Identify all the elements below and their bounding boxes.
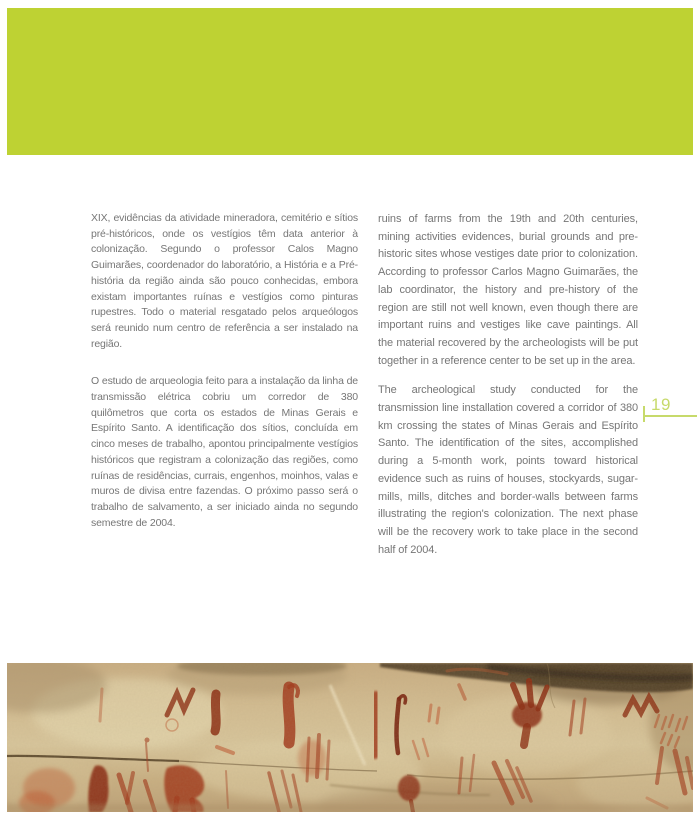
paragraph-pt-1: XIX, evidências da atividade mineradora, cemitério e sítios pré-históricos, onde os vestígios têm data anterior à colonização. Segundo o professor Calos Magno Guimarães, coordenador do laboratório, a História e a Pré-história da região ainda são pouco conhecidas, embora existam importantes ruínas e vestígios como pinturas rupestres. Todo o material resgatado pelos arqueólogos será reunido num centro de referência a ser instalado na região. bbox=[91, 212, 358, 350]
paragraph-pt-2: O estudo de arqueologia feito para a instalação da linha de transmissão elétrica cobriu um corredor de 380 quilômetros que corta os estados de Minas Gerais e Espírito Santo. A identificação dos sítios, concluída em cinco meses de trabalho, apontou principalmente vestígios históricos que registram a colonização das regiões, como ruínas de residências, currais, engenhos, moinhos, valas e muros de divisa entre fazendas. O próximo passo será o trabalho de salvamento, a ser iniciado ainda no segundo semestre de 2004. bbox=[91, 375, 358, 529]
paragraph-en-1: ruins of farms from the 19th and 20th centuries, mining activities evidences, burial grounds and pre-historic sites whose vestiges date prior to colonization. According to professor Carlos Magno Guimarães, the lab coordinator, the history and pre-history of the region are still not well known, even though there are important ruins and vestiges like cave paintings. All the material recovered by the archeologists will be put together in a reference center to be set up in the area. bbox=[378, 213, 638, 367]
page-number: 19 bbox=[651, 395, 671, 414]
portuguese-column bbox=[91, 211, 358, 531]
rock-art-illustration bbox=[7, 663, 693, 812]
english-column bbox=[378, 211, 638, 559]
folio-rule bbox=[643, 415, 697, 417]
green-title-banner bbox=[7, 8, 693, 155]
cave-paintings-photo bbox=[7, 663, 693, 812]
page-number-marker bbox=[643, 395, 697, 425]
paragraph-en-2: The archeological study conducted for the transmission line installation covered a corridor of 380 km crossing the states of Minas Gerais and Espírito Santo. The identification of the sites, accomplished during a 5-month work, points toward historical evidence such as ruins of houses, stockyards, sugar-mills, mills, ditches and border-walls between farms illustrating the region's colonization. The next phase will be the recovery work to take place in the second half of 2004. bbox=[378, 384, 638, 556]
folio-tick bbox=[643, 406, 645, 422]
